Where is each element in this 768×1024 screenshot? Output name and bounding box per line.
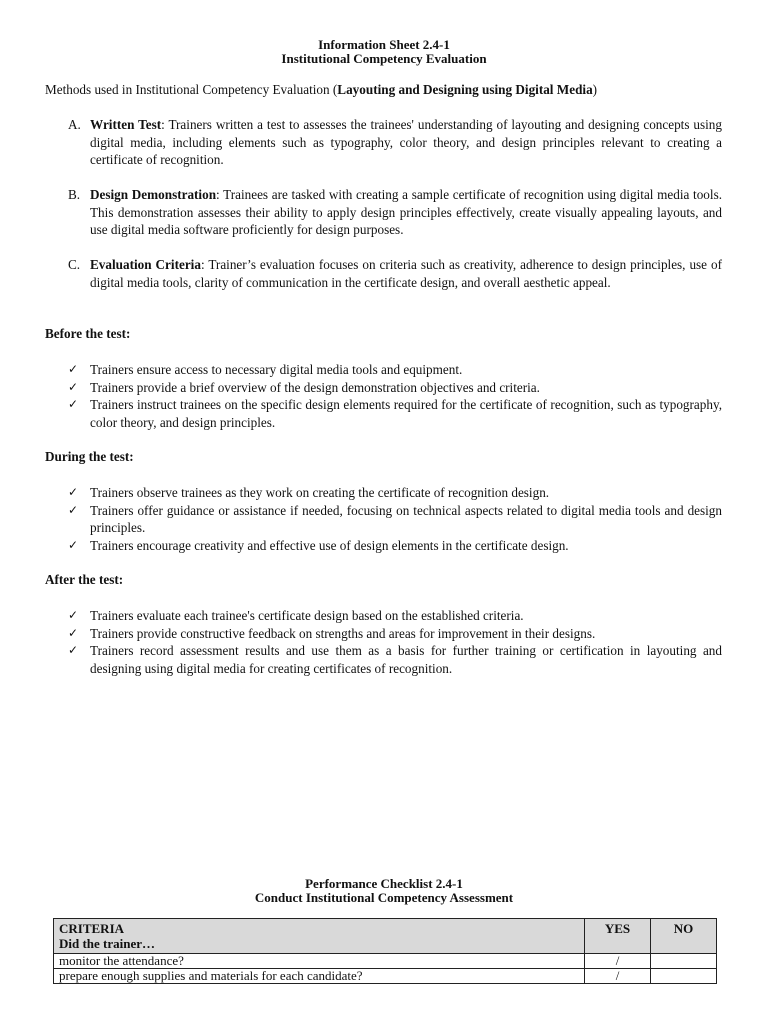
list-item: ✓ Trainers provide a brief overview of the design demonstration objectives and criteria. (68, 379, 540, 395)
during-list (68, 484, 722, 554)
yes-header: YES (585, 919, 651, 954)
method-text: : Trainees are tasked with creating a sample certificate of recognition using digital media tools. This demonstration assesses their ability to apply design principles effectively, create visually appealing layouts, and use digital media software proficiently for design purposes. (90, 187, 722, 237)
yes-cell: / (585, 969, 651, 984)
no-cell (651, 954, 717, 969)
performance-checklist-table (53, 918, 717, 984)
method-term: Written Test (90, 117, 162, 132)
method-letter: A. (68, 117, 81, 132)
checklist-title: Performance Checklist 2.4-1 (305, 876, 463, 891)
list-item: ✓ Trainers offer guidance or assistance if needed, focusing on technical aspects related to digital media tools and design principles. (68, 502, 722, 535)
checkmark-icon: ✓ (68, 502, 79, 517)
list-item: ✓ Trainers encourage creativity and effective use of design elements in the certificate design. (68, 537, 569, 553)
checkmark-icon: ✓ (68, 379, 79, 394)
table-header-row (54, 919, 717, 954)
info-sheet-title: Information Sheet 2.4-1 (318, 37, 450, 52)
after-list (68, 607, 722, 677)
list-item: ✓ Trainers provide constructive feedback on strengths and areas for improvement in their designs. (68, 625, 596, 641)
criteria-header: CRITERIA Did the trainer… (54, 919, 585, 954)
checkmark-icon: ✓ (68, 625, 79, 640)
info-sheet-subtitle: Institutional Competency Evaluation (281, 51, 487, 66)
list-item: ✓ Trainers observe trainees as they work on creating the certificate of recognition design. (68, 485, 550, 500)
criterion-cell: prepare enough supplies and materials for each candidate? (54, 969, 585, 984)
list-item: ✓ Trainers instruct trainees on the specific design elements required for the certificate of recognition, such as typography, color theory, and design principles. (68, 397, 722, 430)
checkmark-icon: ✓ (68, 485, 79, 499)
method-letter: B. (68, 187, 81, 202)
method-letter: C. (68, 257, 81, 272)
yes-cell: / (585, 954, 651, 969)
checkmark-icon: ✓ (68, 537, 79, 552)
before-heading: Before the test: (45, 326, 131, 341)
table-row (54, 954, 717, 969)
method-item (68, 186, 722, 239)
intro-prefix: Methods used in Institutional Competency Evaluation ( (45, 82, 338, 97)
table-row (54, 969, 717, 984)
method-term: Evaluation Criteria (90, 257, 201, 272)
checkmark-icon: ✓ (68, 608, 79, 622)
method-item (68, 116, 722, 169)
list-item: ✓ Trainers record assessment results and use them as a basis for further training or certification in layouting and designing using digital media for creating certificates of recognition. (68, 643, 722, 676)
list-item: ✓ Trainers ensure access to necessary digital media tools and equipment. (68, 362, 463, 377)
during-heading: During the test: (45, 449, 134, 464)
list-item: ✓ Trainers evaluate each trainee's certificate design based on the established criteria. (68, 608, 524, 623)
checklist-subtitle: Conduct Institutional Competency Assessment (254, 890, 514, 905)
method-term: Design Demonstration (90, 187, 217, 202)
checkmark-icon: ✓ (68, 397, 79, 411)
intro-bold: Layouting and Designing using Digital Media (337, 82, 593, 97)
method-text: : Trainer’s evaluation focuses on criteria such as creativity, adherence to design principles, use of digital media tools, clarity of communication in the certificate design, and overall aesthetic appeal. (90, 257, 722, 290)
after-heading: After the test: (45, 572, 124, 587)
checkmark-icon: ✓ (68, 643, 79, 657)
intro-line (45, 81, 735, 99)
checkmark-icon: ✓ (68, 362, 79, 376)
before-list (68, 361, 722, 431)
intro-suffix: ) (592, 82, 598, 97)
no-cell (651, 969, 717, 984)
method-item (68, 256, 722, 291)
no-header: NO (651, 919, 717, 954)
method-text: : Trainers written a test to assesses the trainees' understanding of layouting and designing concepts using digital media, including elements such as typography, color theory, and design principles relevant to creating a certificate of recognition. (90, 117, 722, 167)
criterion-cell: monitor the attendance? (54, 954, 585, 969)
